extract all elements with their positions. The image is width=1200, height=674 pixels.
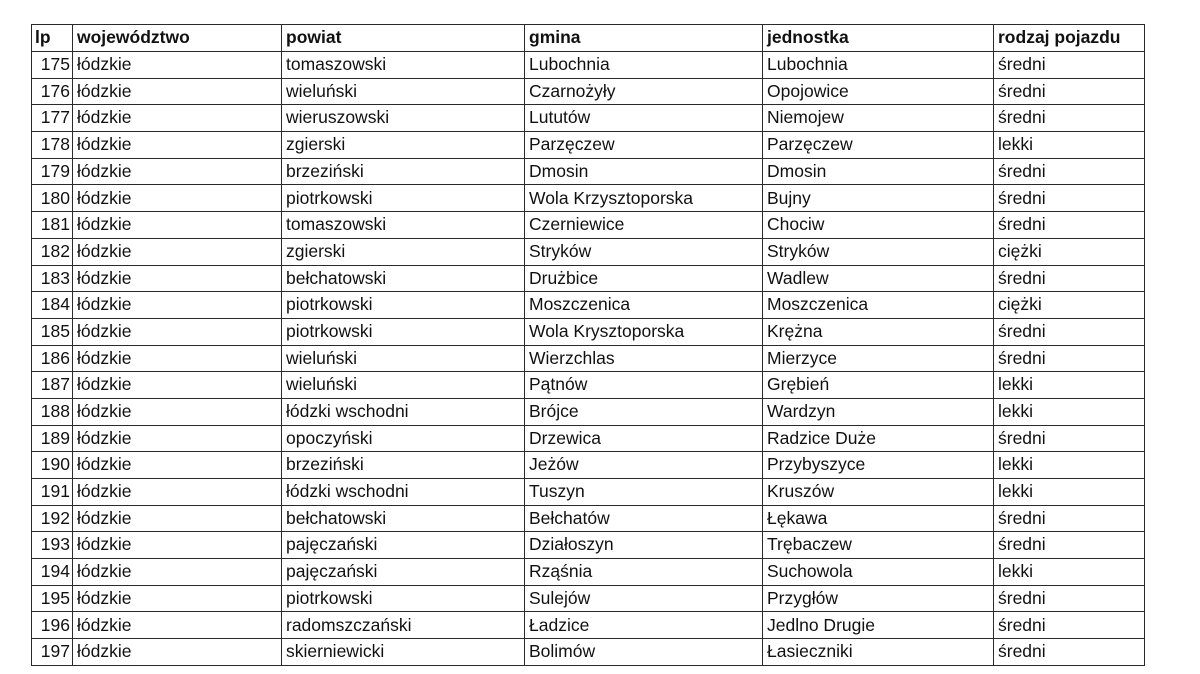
cell-wojewodztwo: łódzkie bbox=[73, 372, 282, 399]
table-row bbox=[32, 559, 1145, 586]
table-row bbox=[32, 479, 1145, 506]
table-row bbox=[32, 105, 1145, 132]
cell-jednostka: Niemojew bbox=[763, 105, 994, 132]
cell-gmina: Rząśnia bbox=[525, 559, 763, 586]
cell-powiat: radomszczański bbox=[282, 612, 525, 639]
cell-lp: 191 bbox=[32, 479, 73, 506]
cell-powiat: skierniewicki bbox=[282, 639, 525, 666]
document-page bbox=[31, 24, 1144, 666]
cell-lp: 194 bbox=[32, 559, 73, 586]
cell-lp: 190 bbox=[32, 452, 73, 479]
cell-jednostka: Jedlno Drugie bbox=[763, 612, 994, 639]
cell-lp: 186 bbox=[32, 345, 73, 372]
cell-rodzaj-pojazdu: średni bbox=[994, 639, 1145, 666]
table-row bbox=[32, 398, 1145, 425]
cell-rodzaj-pojazdu: ciężki bbox=[994, 292, 1145, 319]
cell-gmina: Tuszyn bbox=[525, 479, 763, 506]
cell-powiat: piotrkowski bbox=[282, 185, 525, 212]
cell-gmina: Czerniewice bbox=[525, 212, 763, 239]
cell-jednostka: Parzęczew bbox=[763, 132, 994, 159]
cell-jednostka: Kruszów bbox=[763, 479, 994, 506]
cell-jednostka: Radzice Duże bbox=[763, 425, 994, 452]
cell-wojewodztwo: łódzkie bbox=[73, 612, 282, 639]
cell-jednostka: Przybyszyce bbox=[763, 452, 994, 479]
cell-rodzaj-pojazdu: lekki bbox=[994, 559, 1145, 586]
cell-jednostka: Łasieczniki bbox=[763, 639, 994, 666]
cell-lp: 179 bbox=[32, 158, 73, 185]
cell-rodzaj-pojazdu: średni bbox=[994, 345, 1145, 372]
cell-powiat: brzeziński bbox=[282, 452, 525, 479]
cell-powiat: pajęczański bbox=[282, 559, 525, 586]
cell-wojewodztwo: łódzkie bbox=[73, 52, 282, 79]
cell-rodzaj-pojazdu: średni bbox=[994, 425, 1145, 452]
cell-lp: 185 bbox=[32, 318, 73, 345]
cell-jednostka: Przygłów bbox=[763, 585, 994, 612]
table-row bbox=[32, 612, 1145, 639]
cell-jednostka: Lubochnia bbox=[763, 52, 994, 79]
table-row bbox=[32, 585, 1145, 612]
cell-jednostka: Wadlew bbox=[763, 265, 994, 292]
cell-gmina: Lubochnia bbox=[525, 52, 763, 79]
cell-gmina: Bełchatów bbox=[525, 505, 763, 532]
cell-lp: 188 bbox=[32, 398, 73, 425]
cell-wojewodztwo: łódzkie bbox=[73, 452, 282, 479]
cell-rodzaj-pojazdu: lekki bbox=[994, 398, 1145, 425]
cell-powiat: zgierski bbox=[282, 238, 525, 265]
cell-gmina: Drzewica bbox=[525, 425, 763, 452]
table-row bbox=[32, 318, 1145, 345]
table-header bbox=[32, 25, 1145, 52]
table-row bbox=[32, 292, 1145, 319]
cell-wojewodztwo: łódzkie bbox=[73, 425, 282, 452]
cell-jednostka: Suchowola bbox=[763, 559, 994, 586]
cell-rodzaj-pojazdu: średni bbox=[994, 78, 1145, 105]
table-row bbox=[32, 185, 1145, 212]
cell-rodzaj-pojazdu: średni bbox=[994, 318, 1145, 345]
table-row bbox=[32, 425, 1145, 452]
table-row bbox=[32, 52, 1145, 79]
cell-powiat: bełchatowski bbox=[282, 265, 525, 292]
cell-jednostka: Trębaczew bbox=[763, 532, 994, 559]
cell-powiat: wieluński bbox=[282, 345, 525, 372]
cell-rodzaj-pojazdu: średni bbox=[994, 212, 1145, 239]
cell-rodzaj-pojazdu: średni bbox=[994, 585, 1145, 612]
column-header-powiat: powiat bbox=[282, 25, 525, 52]
cell-jednostka: Grębień bbox=[763, 372, 994, 399]
table-row bbox=[32, 639, 1145, 666]
cell-gmina: Wola Krzysztoporska bbox=[525, 185, 763, 212]
cell-gmina: Działoszyn bbox=[525, 532, 763, 559]
cell-jednostka: Bujny bbox=[763, 185, 994, 212]
cell-wojewodztwo: łódzkie bbox=[73, 265, 282, 292]
table-body bbox=[32, 52, 1145, 666]
cell-gmina: Lututów bbox=[525, 105, 763, 132]
cell-jednostka: Łękawa bbox=[763, 505, 994, 532]
cell-lp: 197 bbox=[32, 639, 73, 666]
cell-powiat: łódzki wschodni bbox=[282, 479, 525, 506]
cell-gmina: Moszczenica bbox=[525, 292, 763, 319]
cell-powiat: tomaszowski bbox=[282, 52, 525, 79]
cell-powiat: piotrkowski bbox=[282, 585, 525, 612]
cell-wojewodztwo: łódzkie bbox=[73, 505, 282, 532]
cell-wojewodztwo: łódzkie bbox=[73, 479, 282, 506]
cell-wojewodztwo: łódzkie bbox=[73, 398, 282, 425]
cell-powiat: wieluński bbox=[282, 372, 525, 399]
cell-wojewodztwo: łódzkie bbox=[73, 585, 282, 612]
vehicle-allocation-table bbox=[31, 24, 1145, 666]
cell-rodzaj-pojazdu: średni bbox=[994, 52, 1145, 79]
cell-lp: 175 bbox=[32, 52, 73, 79]
cell-wojewodztwo: łódzkie bbox=[73, 78, 282, 105]
cell-lp: 176 bbox=[32, 78, 73, 105]
table-row bbox=[32, 345, 1145, 372]
cell-lp: 180 bbox=[32, 185, 73, 212]
cell-lp: 192 bbox=[32, 505, 73, 532]
table-row bbox=[32, 265, 1145, 292]
cell-rodzaj-pojazdu: średni bbox=[994, 505, 1145, 532]
table-row bbox=[32, 132, 1145, 159]
table-row bbox=[32, 158, 1145, 185]
cell-rodzaj-pojazdu: lekki bbox=[994, 452, 1145, 479]
cell-jednostka: Dmosin bbox=[763, 158, 994, 185]
cell-wojewodztwo: łódzkie bbox=[73, 318, 282, 345]
cell-lp: 193 bbox=[32, 532, 73, 559]
column-header-rodzaj-pojazdu: rodzaj pojazdu bbox=[994, 25, 1145, 52]
cell-jednostka: Moszczenica bbox=[763, 292, 994, 319]
cell-gmina: Ładzice bbox=[525, 612, 763, 639]
cell-powiat: tomaszowski bbox=[282, 212, 525, 239]
cell-rodzaj-pojazdu: średni bbox=[994, 185, 1145, 212]
cell-powiat: opoczyński bbox=[282, 425, 525, 452]
cell-wojewodztwo: łódzkie bbox=[73, 559, 282, 586]
cell-wojewodztwo: łódzkie bbox=[73, 212, 282, 239]
table-row bbox=[32, 532, 1145, 559]
cell-rodzaj-pojazdu: ciężki bbox=[994, 238, 1145, 265]
cell-rodzaj-pojazdu: średni bbox=[994, 158, 1145, 185]
cell-rodzaj-pojazdu: średni bbox=[994, 532, 1145, 559]
cell-gmina: Brójce bbox=[525, 398, 763, 425]
cell-gmina: Stryków bbox=[525, 238, 763, 265]
cell-lp: 177 bbox=[32, 105, 73, 132]
cell-rodzaj-pojazdu: lekki bbox=[994, 479, 1145, 506]
column-header-jednostka: jednostka bbox=[763, 25, 994, 52]
cell-gmina: Sulejów bbox=[525, 585, 763, 612]
cell-powiat: łódzki wschodni bbox=[282, 398, 525, 425]
cell-rodzaj-pojazdu: lekki bbox=[994, 132, 1145, 159]
cell-gmina: Pątnów bbox=[525, 372, 763, 399]
cell-lp: 181 bbox=[32, 212, 73, 239]
column-header-gmina: gmina bbox=[525, 25, 763, 52]
cell-lp: 189 bbox=[32, 425, 73, 452]
cell-powiat: piotrkowski bbox=[282, 318, 525, 345]
cell-jednostka: Stryków bbox=[763, 238, 994, 265]
cell-jednostka: Chociw bbox=[763, 212, 994, 239]
cell-gmina: Parzęczew bbox=[525, 132, 763, 159]
cell-wojewodztwo: łódzkie bbox=[73, 185, 282, 212]
cell-lp: 195 bbox=[32, 585, 73, 612]
cell-wojewodztwo: łódzkie bbox=[73, 292, 282, 319]
cell-gmina: Jeżów bbox=[525, 452, 763, 479]
cell-rodzaj-pojazdu: średni bbox=[994, 105, 1145, 132]
table-row bbox=[32, 372, 1145, 399]
cell-lp: 184 bbox=[32, 292, 73, 319]
cell-rodzaj-pojazdu: średni bbox=[994, 265, 1145, 292]
cell-lp: 178 bbox=[32, 132, 73, 159]
cell-lp: 196 bbox=[32, 612, 73, 639]
table-row bbox=[32, 212, 1145, 239]
column-header-lp: lp bbox=[32, 25, 73, 52]
cell-wojewodztwo: łódzkie bbox=[73, 345, 282, 372]
cell-powiat: brzeziński bbox=[282, 158, 525, 185]
header-row bbox=[32, 25, 1145, 52]
cell-wojewodztwo: łódzkie bbox=[73, 238, 282, 265]
cell-gmina: Bolimów bbox=[525, 639, 763, 666]
table-row bbox=[32, 505, 1145, 532]
table-row bbox=[32, 78, 1145, 105]
cell-powiat: bełchatowski bbox=[282, 505, 525, 532]
cell-powiat: pajęczański bbox=[282, 532, 525, 559]
cell-powiat: wieruszowski bbox=[282, 105, 525, 132]
cell-gmina: Dmosin bbox=[525, 158, 763, 185]
cell-lp: 182 bbox=[32, 238, 73, 265]
table-row bbox=[32, 238, 1145, 265]
cell-wojewodztwo: łódzkie bbox=[73, 158, 282, 185]
cell-lp: 187 bbox=[32, 372, 73, 399]
cell-powiat: zgierski bbox=[282, 132, 525, 159]
cell-lp: 183 bbox=[32, 265, 73, 292]
cell-wojewodztwo: łódzkie bbox=[73, 105, 282, 132]
cell-powiat: piotrkowski bbox=[282, 292, 525, 319]
cell-wojewodztwo: łódzkie bbox=[73, 639, 282, 666]
cell-rodzaj-pojazdu: lekki bbox=[994, 372, 1145, 399]
cell-gmina: Czarnożyły bbox=[525, 78, 763, 105]
cell-gmina: Wierzchlas bbox=[525, 345, 763, 372]
cell-jednostka: Mierzyce bbox=[763, 345, 994, 372]
cell-jednostka: Krężna bbox=[763, 318, 994, 345]
cell-powiat: wieluński bbox=[282, 78, 525, 105]
cell-jednostka: Wardzyn bbox=[763, 398, 994, 425]
cell-rodzaj-pojazdu: średni bbox=[994, 612, 1145, 639]
table-row bbox=[32, 452, 1145, 479]
cell-wojewodztwo: łódzkie bbox=[73, 532, 282, 559]
cell-wojewodztwo: łódzkie bbox=[73, 132, 282, 159]
cell-gmina: Wola Krysztoporska bbox=[525, 318, 763, 345]
column-header-wojewodztwo: województwo bbox=[73, 25, 282, 52]
cell-gmina: Drużbice bbox=[525, 265, 763, 292]
cell-jednostka: Opojowice bbox=[763, 78, 994, 105]
